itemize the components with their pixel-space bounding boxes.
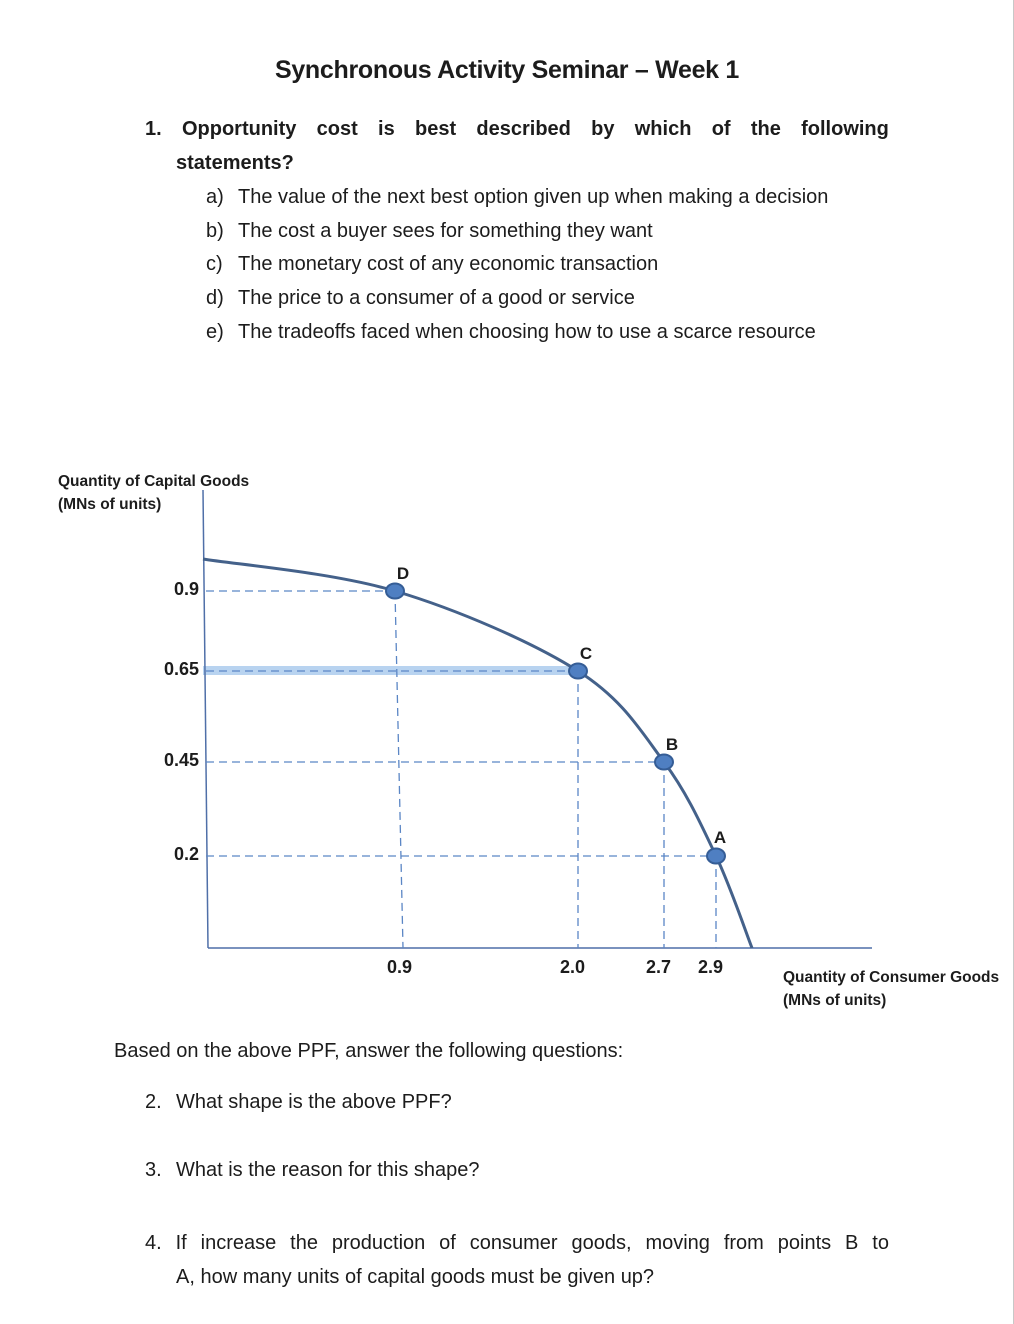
x-tick-label: 2.0 xyxy=(560,957,586,977)
x-axis-title xyxy=(783,966,999,1012)
question-2 xyxy=(145,1091,452,1114)
point-D-label: D xyxy=(396,564,410,583)
question-1-line-2: statements? xyxy=(176,152,294,174)
q1-word: Opportunity xyxy=(181,118,297,140)
option-text: The tradeoffs faced when choosing how to use a scarce resource xyxy=(238,321,816,343)
point-C-label: C xyxy=(579,644,593,663)
y-axis-title-line-1: Quantity of Capital Goods xyxy=(58,473,250,490)
point-D-marker xyxy=(386,584,404,599)
y-axis-title xyxy=(58,470,249,516)
question-number: 2. xyxy=(145,1091,162,1113)
q1-word: the xyxy=(750,118,781,140)
point-A-label: A xyxy=(713,828,727,847)
question-number: 1. xyxy=(145,118,162,140)
y-tick-label: 0.2 xyxy=(173,844,199,864)
q1-word: of xyxy=(711,118,731,140)
q1-word: best xyxy=(415,118,457,140)
q1-word: is xyxy=(378,118,395,140)
q4-word: points xyxy=(777,1232,832,1254)
point-A-marker xyxy=(707,849,725,864)
option-letter: d) xyxy=(206,287,224,309)
option-text: The cost a buyer sees for something they want xyxy=(238,220,653,242)
q4-word: to xyxy=(872,1232,889,1254)
q1-word: cost xyxy=(316,118,358,140)
q4-word: increase xyxy=(200,1232,277,1254)
y-tick-label: 0.9 xyxy=(173,579,199,599)
q4-word: the xyxy=(290,1232,318,1254)
option-letter: e) xyxy=(206,321,224,343)
q1-word: by xyxy=(591,118,615,140)
question-number: 3. xyxy=(145,1159,162,1181)
option-letter: a) xyxy=(206,186,224,208)
x-axis-title-line-2: (MNs of units) xyxy=(783,992,887,1009)
question-3 xyxy=(145,1159,480,1182)
question-4-line-1 xyxy=(145,1226,889,1260)
q4-word: production xyxy=(331,1232,426,1254)
question-number: 4. xyxy=(145,1232,162,1254)
y-tick-label: 0.45 xyxy=(163,750,199,770)
q4-word: moving xyxy=(645,1232,710,1254)
guide-vertical-D xyxy=(395,591,403,948)
x-tick-label: 2.9 xyxy=(698,957,724,977)
option-text: The monetary cost of any economic transaction xyxy=(238,253,659,275)
y-axis-title-line-2: (MNs of units) xyxy=(58,496,162,513)
q1-word: following xyxy=(801,118,889,140)
q4-word: from xyxy=(723,1232,764,1254)
question-4 xyxy=(145,1226,889,1294)
q4-word: consumer xyxy=(469,1232,558,1254)
point-C-marker xyxy=(569,664,587,679)
q1-word: which xyxy=(634,118,692,140)
y-tick-label: 0.65 xyxy=(163,659,199,679)
question-text: What shape is the above PPF? xyxy=(176,1091,452,1113)
option-text: The price to a consumer of a good or service xyxy=(238,287,635,309)
q4-word: goods, xyxy=(571,1232,632,1254)
point-B-label: B xyxy=(665,735,679,754)
question-text: What is the reason for this shape? xyxy=(176,1159,480,1181)
option-text: The value of the next best option given up when making a decision xyxy=(238,186,829,208)
question-4-line-2: A, how many units of capital goods must be given up? xyxy=(176,1266,655,1288)
x-tick-label: 0.9 xyxy=(387,957,413,977)
x-tick-label: 2.7 xyxy=(646,957,672,977)
option-letter: b) xyxy=(206,220,224,242)
q4-word: of xyxy=(439,1232,456,1254)
point-B-marker xyxy=(655,755,673,770)
q4-word: If xyxy=(175,1232,187,1254)
q4-word: B xyxy=(845,1232,859,1254)
x-axis-title-line-1: Quantity of Consumer Goods xyxy=(783,969,1000,986)
page-title: Synchronous Activity Seminar – Week 1 xyxy=(274,56,740,84)
based-text: Based on the above PPF, answer the following questions: xyxy=(114,1040,624,1062)
q1-word: described xyxy=(476,118,571,140)
option-letter: c) xyxy=(206,253,223,275)
